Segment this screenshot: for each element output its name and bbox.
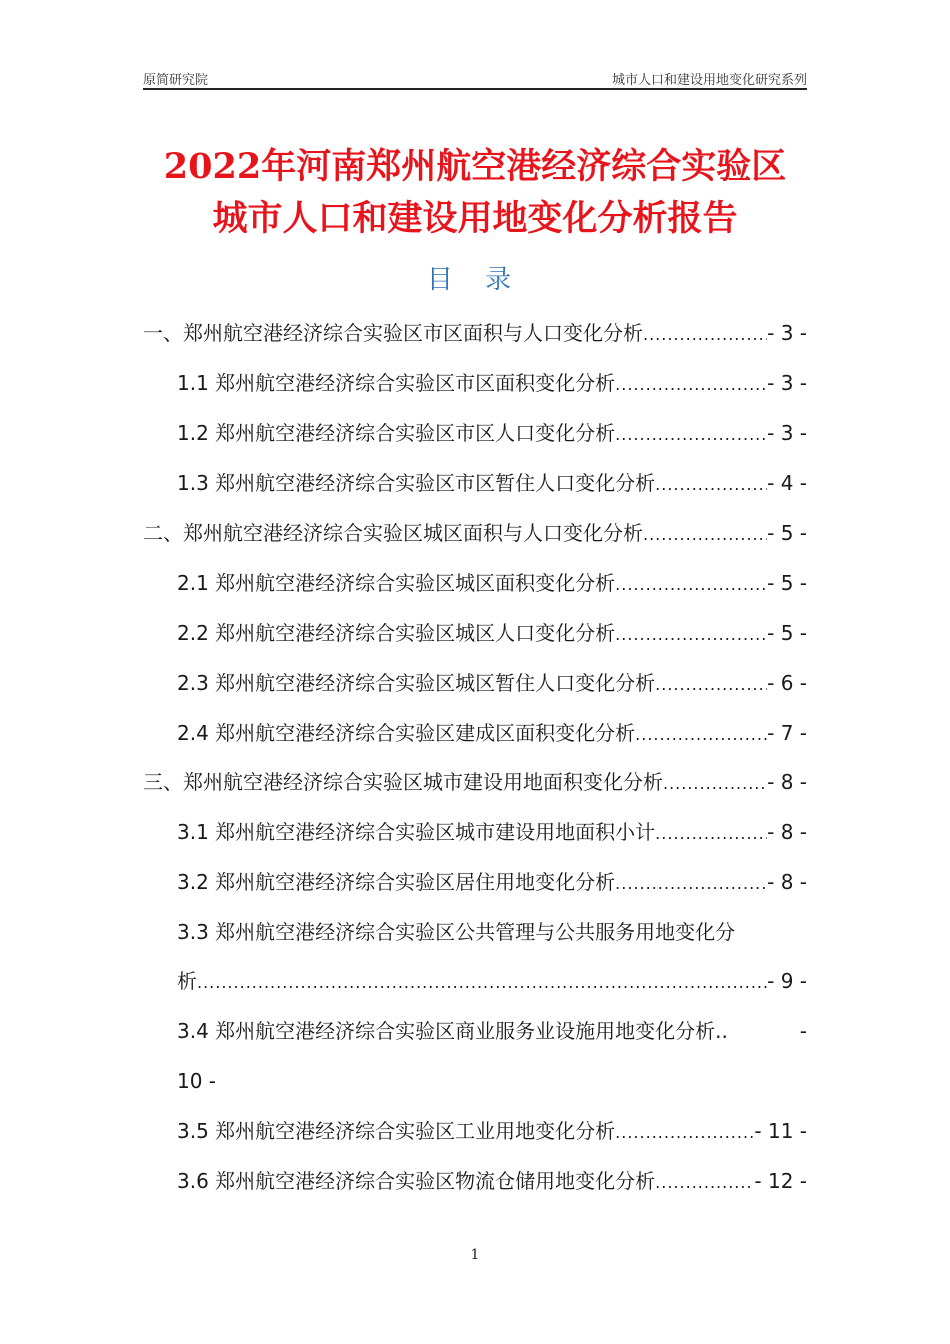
toc-entry-3-4-line-2[interactable] xyxy=(177,1066,807,1096)
toc-leader-dots xyxy=(615,420,767,450)
toc-entry-page: 10 - xyxy=(177,1069,217,1093)
toc-entry-label: 3.2 郑州航空港经济综合实验区居住用地变化分析 xyxy=(177,870,616,894)
toc-entry-3-4-line-1[interactable] xyxy=(177,1016,807,1046)
toc-entry-3-2[interactable] xyxy=(177,867,807,899)
toc-entry-page: - 9 - xyxy=(767,969,807,993)
toc-entry-label: 3.5 郑州航空港经济综合实验区工业用地变化分析 xyxy=(177,1119,616,1143)
toc-entry-page: - 3 - xyxy=(767,421,807,445)
toc-entry-label: 3.6 郑州航空港经济综合实验区物流仓储用地变化分析 xyxy=(177,1169,656,1193)
toc-heading: 目 录 xyxy=(426,265,524,295)
toc-entry-2-2[interactable] xyxy=(177,618,807,650)
toc-leader-dots xyxy=(197,968,767,998)
toc-entry-page: - 3 - xyxy=(767,371,807,395)
toc-leader-dots xyxy=(655,819,767,849)
toc-entry-3-5[interactable] xyxy=(177,1116,807,1148)
toc-leader-dots xyxy=(655,1168,754,1198)
toc-entry-page: - 4 - xyxy=(767,471,807,495)
toc-entry-1-1[interactable] xyxy=(177,368,807,400)
toc-entry-1-3[interactable] xyxy=(177,468,807,500)
toc-leader-dots xyxy=(615,1118,754,1148)
toc-entry-page: - 5 - xyxy=(767,571,807,595)
toc-entry-3-3-line-2[interactable] xyxy=(177,966,807,998)
toc-entry-page: - 6 - xyxy=(767,671,807,695)
toc-leader-dots xyxy=(643,520,767,550)
toc-entry-2[interactable] xyxy=(143,518,807,550)
toc-entry-1-2[interactable] xyxy=(177,418,807,450)
toc-entry-page: - 5 - xyxy=(767,621,807,645)
toc-entry-page: - 12 - xyxy=(754,1169,807,1193)
toc-entry-page: - xyxy=(799,1019,807,1043)
toc-entry-page: - 3 - xyxy=(767,321,807,345)
header-divider xyxy=(143,88,807,90)
toc-leader-dots xyxy=(615,370,767,400)
toc-leader-dots: .. xyxy=(715,1019,728,1043)
toc-entry-3-3-line-1[interactable] xyxy=(177,917,807,947)
toc-entry-1[interactable] xyxy=(143,318,807,350)
toc-entry-label: 1.1 郑州航空港经济综合实验区市区面积变化分析 xyxy=(177,371,616,395)
report-title-line-2: 城市人口和建设用地变化分析报告 xyxy=(212,198,738,239)
toc-leader-dots xyxy=(635,720,767,750)
toc-leader-dots xyxy=(643,320,767,350)
toc-leader-dots xyxy=(615,620,767,650)
toc-entry-label: 3.4 郑州航空港经济综合实验区商业服务业设施用地变化分析 xyxy=(177,1019,716,1043)
toc-entry-label: 1.2 郑州航空港经济综合实验区市区人口变化分析 xyxy=(177,421,616,445)
toc-entry-label: 3.1 郑州航空港经济综合实验区城市建设用地面积小计 xyxy=(177,820,656,844)
toc-entry-page: - 5 - xyxy=(767,521,807,545)
toc-entry-page: - 8 - xyxy=(767,770,807,794)
toc-entry-2-1[interactable] xyxy=(177,568,807,600)
toc-entry-page: - 7 - xyxy=(767,721,807,745)
header-series-name: 城市人口和建设用地变化研究系列 xyxy=(611,73,807,88)
toc-leader-dots xyxy=(615,869,767,899)
toc-entry-label: 3.3 郑州航空港经济综合实验区公共管理与公共服务用地变化分 xyxy=(177,920,736,944)
report-title-line-1: 2022年河南郑州航空港经济综合实验区 xyxy=(163,146,787,187)
toc-entry-3-1[interactable] xyxy=(177,817,807,849)
toc-entry-label: 2.2 郑州航空港经济综合实验区城区人口变化分析 xyxy=(177,621,616,645)
toc-entry-page: - 11 - xyxy=(754,1119,807,1143)
toc-leader-dots xyxy=(663,769,767,799)
toc-entry-label: 1.3 郑州航空港经济综合实验区市区暂住人口变化分析 xyxy=(177,471,656,495)
toc-entry-label: 2.1 郑州航空港经济综合实验区城区面积变化分析 xyxy=(177,571,616,595)
toc-leader-dots xyxy=(655,470,767,500)
header-org-name: 原简研究院 xyxy=(143,73,209,88)
toc-entry-label: 2.4 郑州航空港经济综合实验区建成区面积变化分析 xyxy=(177,721,636,745)
toc-entry-2-3[interactable] xyxy=(177,668,807,700)
toc-entry-label: 析 xyxy=(177,969,197,993)
toc-leader-dots xyxy=(615,570,767,600)
toc-entry-label: 一、郑州航空港经济综合实验区市区面积与人口变化分析 xyxy=(143,321,643,345)
toc-leader-dots xyxy=(655,670,767,700)
toc-entry-3-6[interactable] xyxy=(177,1166,807,1198)
toc-entry-page: - 8 - xyxy=(767,870,807,894)
page-number: 1 xyxy=(470,1247,480,1263)
toc-entry-3[interactable] xyxy=(143,767,807,799)
toc-entry-page: - 8 - xyxy=(767,820,807,844)
toc-entry-label: 2.3 郑州航空港经济综合实验区城区暂住人口变化分析 xyxy=(177,671,656,695)
toc-entry-label: 二、郑州航空港经济综合实验区城区面积与人口变化分析 xyxy=(143,521,643,545)
toc-entry-2-4[interactable] xyxy=(177,718,807,750)
toc-entry-label: 三、郑州航空港经济综合实验区城市建设用地面积变化分析 xyxy=(143,770,663,794)
